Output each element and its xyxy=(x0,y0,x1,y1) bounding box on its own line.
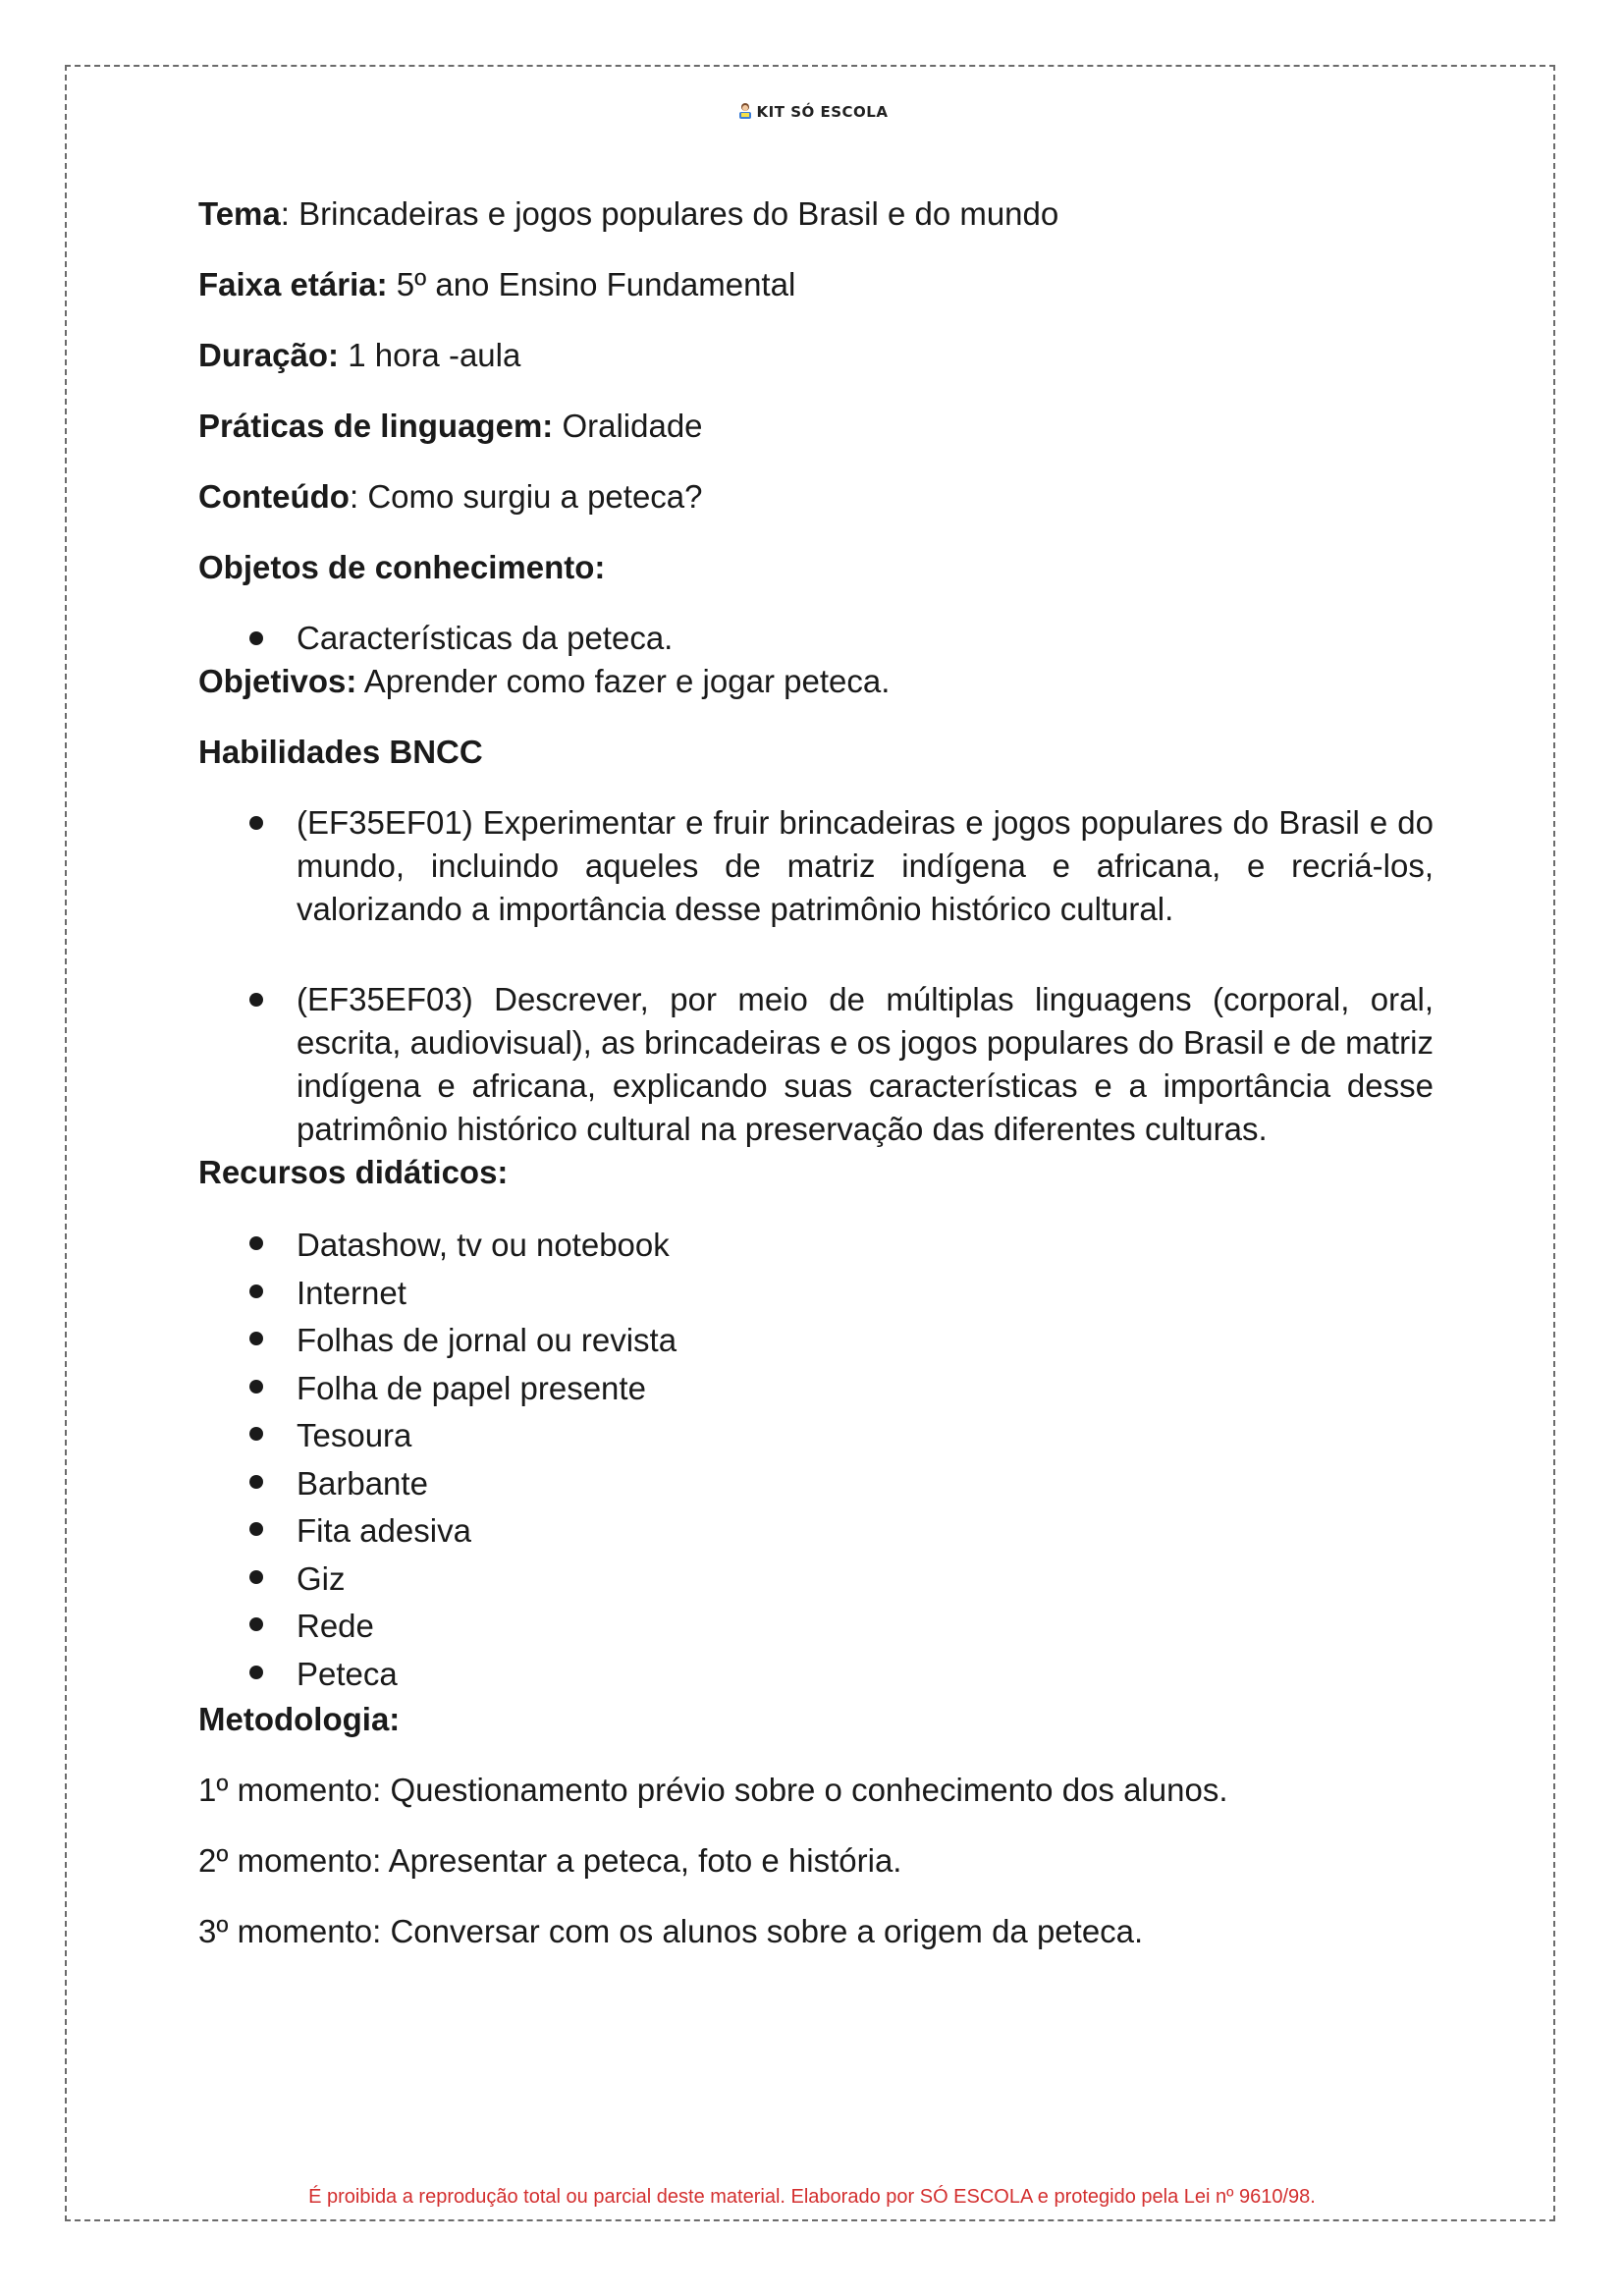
field-objetivos xyxy=(198,660,1434,703)
copyright-footer: É proibida a reprodução total ou parcial deste material. Elaborado por SÓ ESCOLA e protegido pela Lei nº 9610/98. xyxy=(308,2186,1316,2208)
field-value: Brincadeiras e jogos populares do Brasil e do mundo xyxy=(298,195,1059,232)
bullet-icon xyxy=(249,1570,263,1584)
field-value: Aprender como fazer e jogar peteca. xyxy=(363,663,891,699)
list-item: (EF35EF03) Descrever, por meio de múltiplas linguagens (corporal, oral, escrita, audiovisual), as brincadeiras e os jogos populares do Brasil e de matriz indígena e africana, explicando suas características e a importância desse patrimônio histórico cultural na preservação das diferentes culturas. xyxy=(198,978,1434,1151)
list-item: Folhas de jornal ou revista xyxy=(198,1317,1434,1365)
metodologia-heading: Metodologia: xyxy=(198,1701,401,1737)
bullet-icon xyxy=(249,1380,263,1394)
objetos-list xyxy=(198,617,1434,660)
field-label: Duração: xyxy=(198,337,340,373)
field-label: Conteúdo xyxy=(198,478,350,515)
list-item: Fita adesiva xyxy=(198,1507,1434,1556)
child-reading-icon xyxy=(736,102,754,120)
list-item: Tesoura xyxy=(198,1412,1434,1460)
bullet-icon xyxy=(249,1427,263,1441)
list-item: Internet xyxy=(198,1270,1434,1318)
list-item: Datashow, tv ou notebook xyxy=(198,1222,1434,1270)
field-value: Oralidade xyxy=(562,408,703,444)
momento-3: 3º momento: Conversar com os alunos sobre a origem da peteca. xyxy=(198,1913,1144,1949)
bullet-icon xyxy=(249,1666,263,1679)
logo xyxy=(0,102,1624,121)
field-conteudo: Conteúdo: Como surgiu a peteca? xyxy=(198,478,703,515)
list-item: (EF35EF01) Experimentar e fruir brincadeiras e jogos populares do Brasil e do mundo, incluindo aqueles de matriz indígena e africana, e recriá-los, valorizando a importância desse patrimônio histórico cultural. xyxy=(198,801,1434,931)
field-label: Tema xyxy=(198,195,281,232)
logo-text: KIT SÓ ESCOLA xyxy=(756,103,889,121)
field-praticas xyxy=(198,405,1434,448)
bullet-icon xyxy=(249,1285,263,1298)
list-item: Peteca xyxy=(198,1651,1434,1699)
field-label: Faixa etária: xyxy=(198,266,388,302)
field-value: 1 hora -aula xyxy=(348,337,521,373)
bullet-icon xyxy=(249,1522,263,1536)
field-label: Práticas de linguagem: xyxy=(198,408,554,444)
field-value: Como surgiu a peteca? xyxy=(367,478,703,515)
list-item: Rede xyxy=(198,1603,1434,1651)
bullet-icon xyxy=(249,1475,263,1489)
list-item: Giz xyxy=(198,1556,1434,1604)
bullet-icon xyxy=(249,1236,263,1250)
objetos-heading: Objetos de conhecimento: xyxy=(198,549,606,585)
bullet-icon xyxy=(249,631,263,645)
recursos-list xyxy=(198,1222,1434,1698)
list-item: Folha de papel presente xyxy=(198,1365,1434,1413)
momento-1: 1º momento: Questionamento prévio sobre o conhecimento dos alunos. xyxy=(198,1772,1228,1808)
recursos-heading: Recursos didáticos: xyxy=(198,1154,509,1190)
field-label: Objetivos: xyxy=(198,663,357,699)
habilidades-heading: Habilidades BNCC xyxy=(198,734,483,770)
bullet-icon xyxy=(249,1332,263,1345)
bullet-icon xyxy=(249,993,263,1007)
momento-2: 2º momento: Apresentar a peteca, foto e história. xyxy=(198,1842,902,1879)
field-duracao xyxy=(198,334,1434,377)
habilidades-list xyxy=(198,801,1434,1151)
bullet-icon xyxy=(249,1617,263,1631)
lesson-plan xyxy=(198,192,1434,1981)
field-faixa-etaria xyxy=(198,263,1434,306)
bullet-icon xyxy=(249,816,263,830)
field-value: 5º ano Ensino Fundamental xyxy=(396,266,796,302)
list-item: Características da peteca. xyxy=(198,617,1434,660)
field-tema: Tema: Brincadeiras e jogos populares do Brasil e do mundo xyxy=(198,195,1059,232)
list-item: Barbante xyxy=(198,1460,1434,1508)
